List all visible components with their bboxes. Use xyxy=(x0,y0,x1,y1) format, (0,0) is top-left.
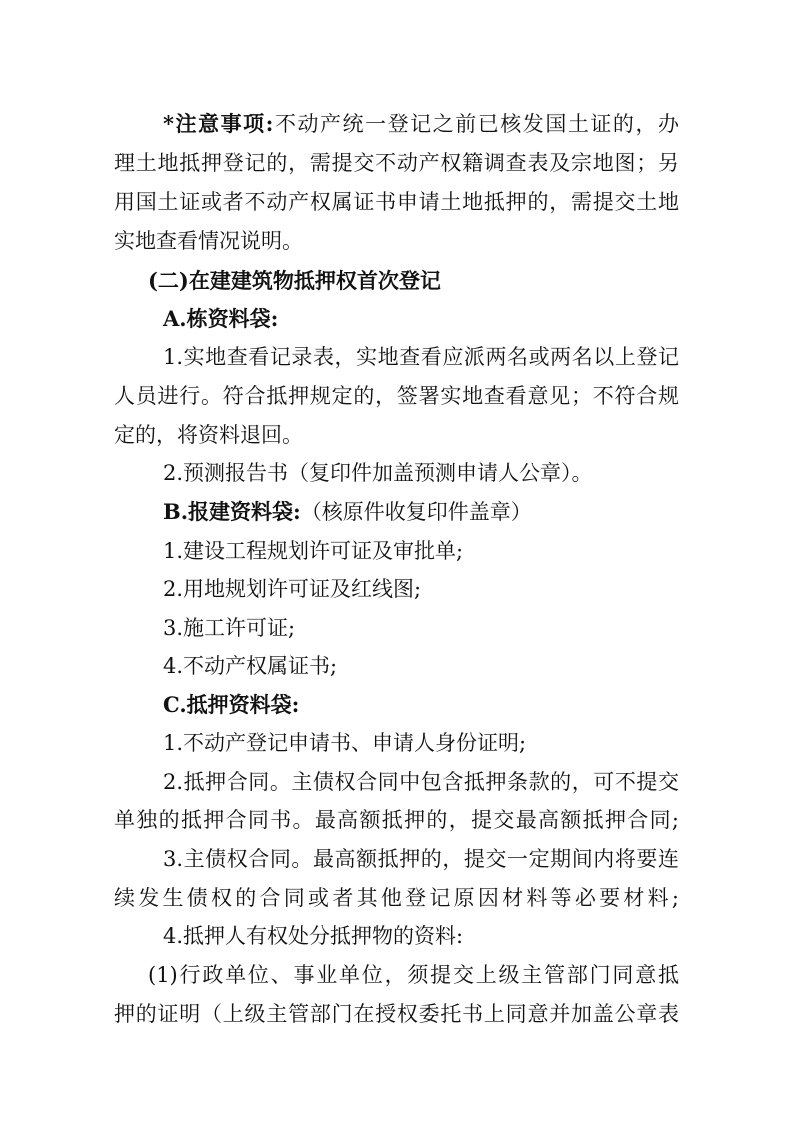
group-c-item-3-line-1: 3.主债权合同。最高额抵押的，提交一定期间内将要连 xyxy=(163,847,679,871)
notice-text: 不动产统一登记之前已核发国土证的，办 xyxy=(273,112,680,136)
group-b-item-3: 3.施工许可证; xyxy=(163,616,296,640)
group-c-title: C.抵押资料袋: xyxy=(163,692,300,717)
section-heading: (二)在建建筑物抵押权首次登记 xyxy=(148,268,441,293)
group-a-item-1-line-3: 定的，将资料退回。 xyxy=(114,423,303,447)
group-c-sub-1-line-1: (1)行政单位、事业单位，须提交上级主管部门同意抵 xyxy=(148,963,679,987)
group-b-item-1: 1.建设工程规划许可证及审批单; xyxy=(163,539,464,563)
notice-line-2: 理土地抵押登记的，需提交不动产权籍调查表及宗地图；另 xyxy=(114,151,679,175)
group-c-item-3-line-2: 续发生债权的合同或者其他登记原因材料等必要材料; xyxy=(114,886,679,910)
notice-line-1 xyxy=(163,106,679,142)
notice-line-4: 实地查看情况说明。 xyxy=(114,229,303,253)
group-b-item-2: 2.用地规划许可证及红线图; xyxy=(163,577,422,601)
group-a-item-1-line-1: 1.实地查看记录表，实地查看应派两名或两名以上登记 xyxy=(163,345,679,369)
group-b-item-4: 4.不动产权属证书; xyxy=(163,654,338,678)
notice-label: *注意事项: xyxy=(163,111,274,136)
group-c-sub-1-line-2: 押的证明（上级主管部门在授权委托书上同意并加盖公章表 xyxy=(114,1002,679,1026)
group-b-title-line xyxy=(163,494,679,530)
group-a-item-2: 2.预测报告书（复印件加盖预测申请人公章）。 xyxy=(163,461,593,485)
group-a-title: A.栋资料袋: xyxy=(163,306,279,331)
notice-line-3: 用国土证或者不动产权属证书申请土地抵押的，需提交土地 xyxy=(114,190,679,214)
group-a-item-1-line-2: 人员进行。符合抵押规定的，签署实地查看意见；不符合规 xyxy=(114,384,679,408)
group-b-note: （核原件收复印件盖章） xyxy=(300,500,532,524)
group-c-item-2-line-1: 2.抵押合同。主债权合同中包含抵押条款的，可不提交 xyxy=(163,770,679,794)
group-b-title: B.报建资料袋: xyxy=(163,499,301,524)
group-c-item-2-line-2: 单独的抵押合同书。最高额抵押的，提交最高额抵押合同; xyxy=(114,808,679,832)
group-c-item-4: 4.抵押人有权处分抵押物的资料: xyxy=(163,924,464,948)
group-c-item-1: 1.不动产登记申请书、申请人身份证明; xyxy=(163,731,527,755)
